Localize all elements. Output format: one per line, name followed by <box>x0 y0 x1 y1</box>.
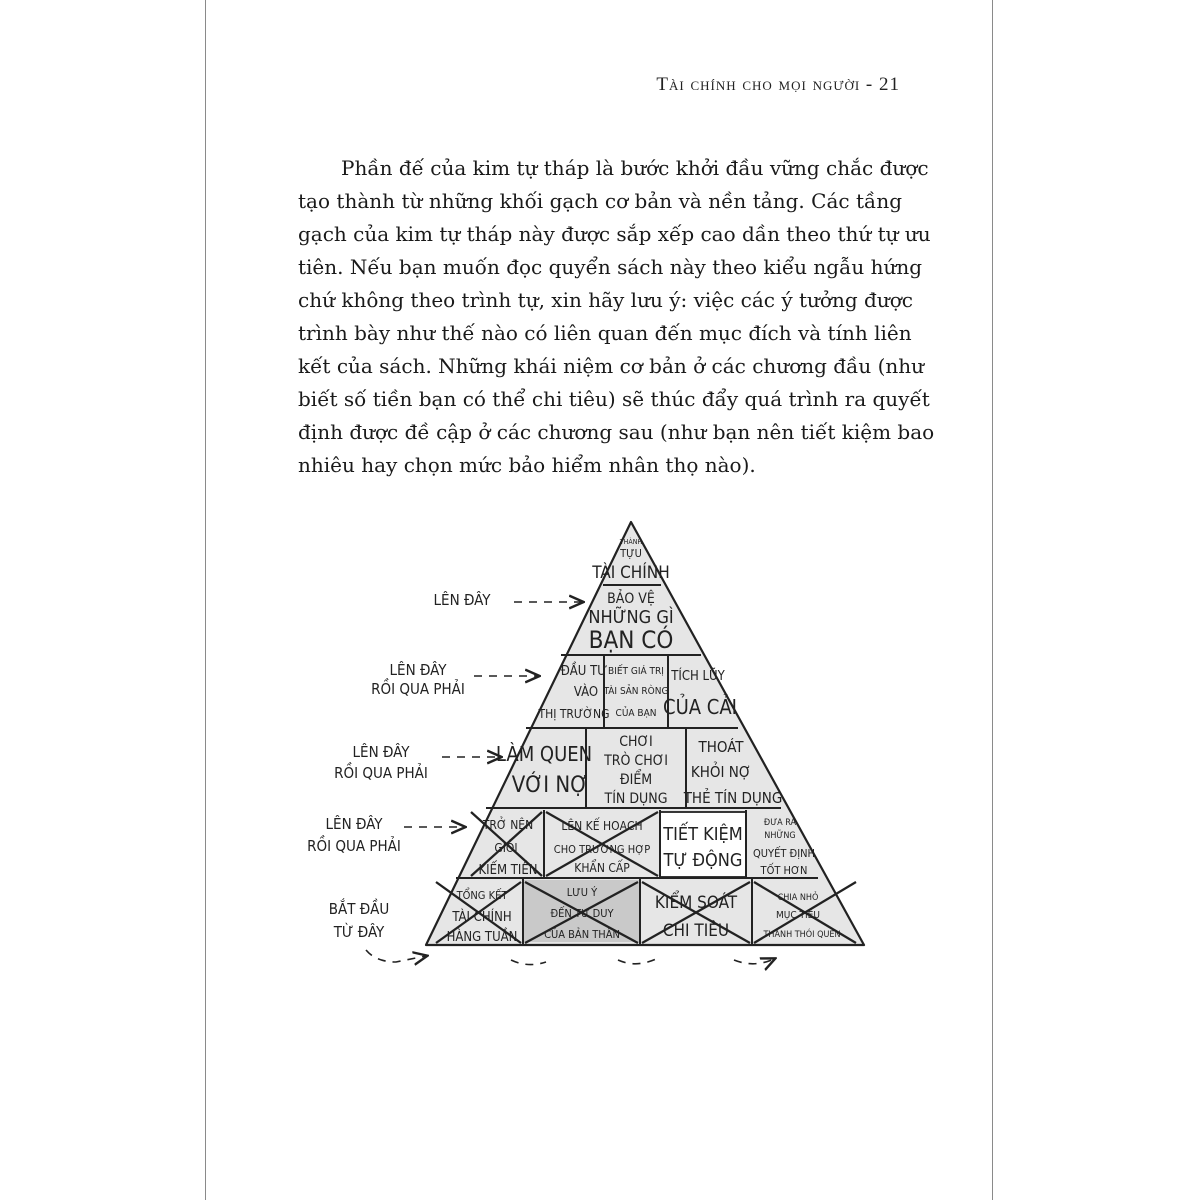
brick-automatic-saving: TỰ ĐỘNG <box>663 850 743 871</box>
financial-pyramid-figure <box>296 510 976 980</box>
brick-get-to-know-debt: LÀM QUEN <box>495 742 593 766</box>
paragraph-line: chứ không theo trình tự, xin hãy lưu ý: việc các ý tưởng được <box>298 288 913 312</box>
brick-automatic-saving: TIẾT KIỆM <box>663 824 743 845</box>
brick-become-good-earner: TRỞ NÊN <box>482 818 534 832</box>
paragraph-line: tiên. Nếu bạn muốn đọc quyển sách này theo kiểu ngẫu hứng <box>298 255 923 279</box>
brick-know-net-worth: CỦA BẠN <box>615 708 657 719</box>
book-page <box>205 0 993 1200</box>
brick-goals-to-habits: THÀNH THÓI QUEN <box>763 930 841 940</box>
brick-protect-assets: BẠN CÓ <box>588 626 674 654</box>
brick-better-decisions: QUYẾT ĐỊNH <box>753 847 815 860</box>
brick-escape-credit-card-debt: KHỎI NỢ <box>690 763 752 781</box>
side-label-row4: LÊN ĐÂY <box>352 743 410 761</box>
brick-mindset: ĐẾN TƯ DUY <box>550 907 614 920</box>
brick-financial-achievement: TÀI CHÍNH <box>592 563 670 583</box>
paragraph-line: trình bày như thế nào có liên quan đến mục đích và tính liên <box>298 321 912 345</box>
brick-emergency-plan: CHO TRƯỜNG HỢP <box>553 843 651 856</box>
side-label-row5: LÊN ĐÂY <box>325 815 383 833</box>
brick-mindset: CỦA BẢN THÂN <box>544 928 620 941</box>
brick-control-spending: KIỂM SOÁT <box>654 893 738 913</box>
brick-credit-score-game: ĐIỂM <box>619 772 653 788</box>
brick-financial-achievement: THÀNH <box>619 538 643 546</box>
brick-better-decisions: ĐƯA RA <box>763 818 797 828</box>
brick-weekly-review: TÀI CHÍNH <box>452 910 512 925</box>
brick-invest-market: ĐẦU TƯ <box>560 664 608 679</box>
brick-better-decisions: TỐT HƠN <box>760 864 808 877</box>
brick-invest-market: THỊ TRƯỜNG <box>538 707 610 721</box>
brick-escape-credit-card-debt: THOÁT <box>698 738 744 756</box>
brick-credit-score-game: TÍN DỤNG <box>604 791 668 807</box>
brick-weekly-review: TỔNG KẾT <box>456 889 508 902</box>
side-label-row5: RỒI QUA PHẢI <box>307 837 401 855</box>
paragraph-line: nhiêu hay chọn mức bảo hiểm nhân thọ nào). <box>298 453 756 477</box>
brick-weekly-review: HÀNG TUẦN <box>446 930 518 945</box>
pyramid-illustration <box>296 510 976 980</box>
book-title: Tài chính cho mọi người <box>656 74 861 95</box>
brick-escape-credit-card-debt: THẺ TÍN DỤNG <box>683 789 783 807</box>
paragraph-line: Phần đế của kim tự tháp là bước khởi đầu vững chắc được <box>341 156 929 180</box>
brick-control-spending: CHI TIÊU <box>662 921 730 941</box>
brick-mindset: LƯU Ý <box>566 886 598 899</box>
side-label-row3: RỒI QUA PHẢI <box>371 680 465 698</box>
side-label-row4: RỒI QUA PHẢI <box>334 764 428 782</box>
paragraph-line: biết số tiền bạn có thể chi tiêu) sẽ thúc đẩy quá trình ra quyết <box>298 387 930 411</box>
brick-protect-assets: NHỮNG GÌ <box>588 607 674 628</box>
running-header <box>656 74 900 96</box>
brick-credit-score-game: TRÒ CHƠI <box>604 753 668 769</box>
page-number: 21 <box>879 74 900 95</box>
brick-protect-assets: BẢO VỆ <box>607 591 655 607</box>
brick-become-good-earner: KIẾM TIỀN <box>478 863 538 878</box>
brick-emergency-plan: LÊN KẾ HOẠCH <box>561 819 643 833</box>
side-label-row2: LÊN ĐÂY <box>433 591 491 609</box>
brick-credit-score-game: CHƠI <box>619 734 653 750</box>
paragraph-line: tạo thành từ những khối gạch cơ bản và nền tảng. Các tầng <box>298 189 902 213</box>
brick-invest-market: VÀO <box>573 685 599 700</box>
brick-know-net-worth: BIẾT GIÁ TRỊ <box>608 666 664 677</box>
side-label-row3: LÊN ĐÂY <box>389 661 447 679</box>
brick-better-decisions: NHỮNG <box>764 831 796 841</box>
brick-emergency-plan: KHẨN CẤP <box>574 861 630 875</box>
brick-goals-to-habits: MỤC TIÊU <box>776 910 820 921</box>
side-label-row6: BẮT ĐẦU <box>328 900 390 918</box>
brick-build-wealth: CỦA CẢI <box>663 695 737 719</box>
brick-get-to-know-debt: VỚI NỢ <box>511 773 589 798</box>
paragraph-line: định được đề cập ở các chương sau (như bạn nên tiết kiệm bao <box>298 420 935 444</box>
brick-know-net-worth: TÀI SẢN RÒNG <box>603 686 669 697</box>
brick-become-good-earner: GIỎI <box>494 841 518 855</box>
side-label-row6: TỪ ĐÂY <box>333 923 385 941</box>
paragraph-line: kết của sách. Những khái niệm cơ bản ở các chương đầu (như <box>298 354 925 378</box>
header-separator: - <box>865 74 874 95</box>
brick-goals-to-habits: CHIA NHỎ <box>777 893 819 903</box>
body-paragraph <box>298 152 935 482</box>
brick-financial-achievement: TỰU <box>620 547 642 560</box>
paragraph-line: gạch của kim tự tháp này được sắp xếp cao dần theo thứ tự ưu <box>298 222 931 246</box>
brick-build-wealth: TÍCH LŨY <box>671 669 725 684</box>
